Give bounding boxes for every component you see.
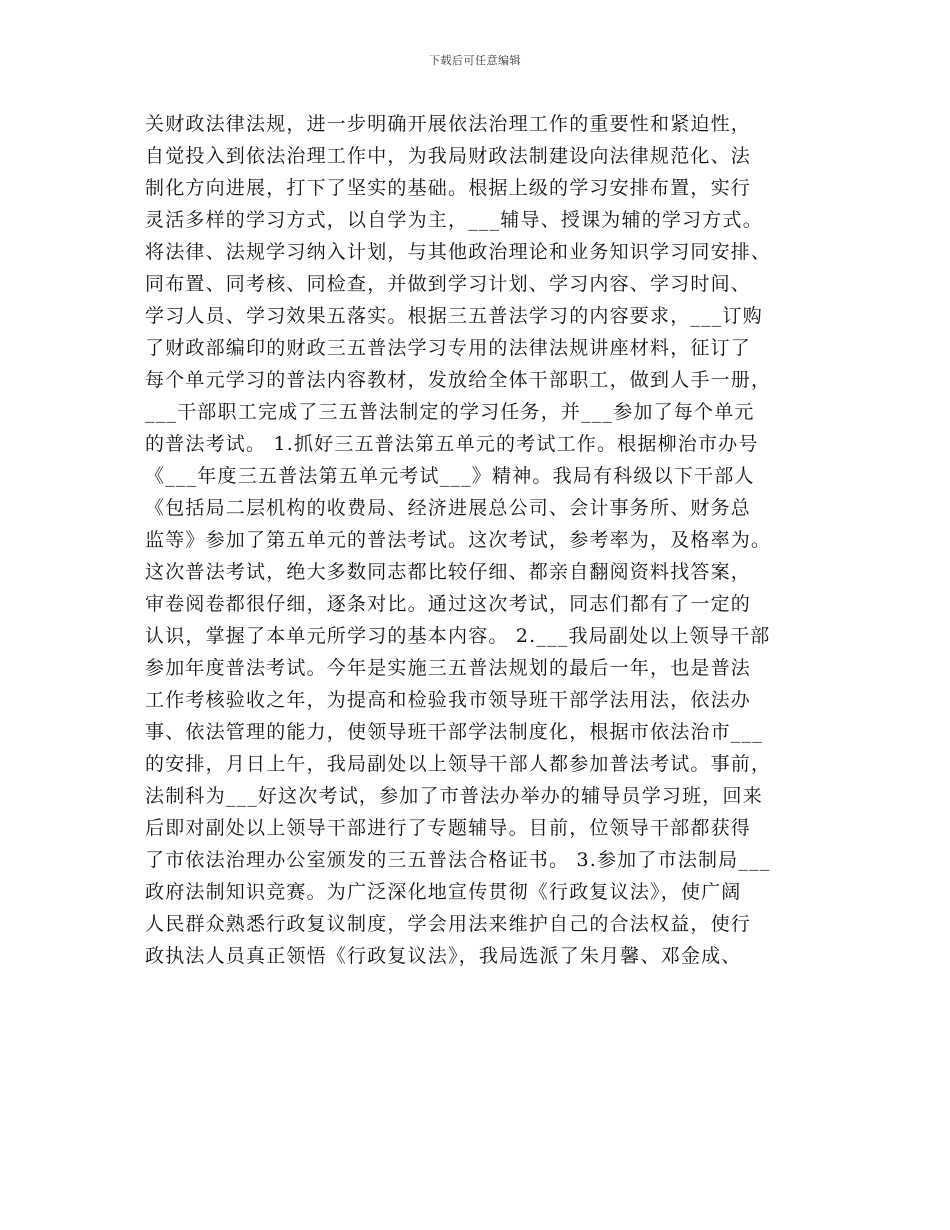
text-line: 了市依法治理办公室颁发的三五普法合格证书。 3.参加了市法制局___ (145, 849, 771, 871)
text-line: 《___年度三五普法第五单元考试___》精神。我局有科级以下干部人 (145, 465, 755, 487)
text-line: ___干部职工完成了三五普法制定的学习任务，并___参加了每个单元 (145, 401, 755, 423)
text-line: 政执法人员真正领悟《行政复议法》，我局选派了朱月馨、邓金成、 (145, 945, 742, 967)
text-line: 认识，掌握了本单元所学习的基本内容。 2.___我局副处以上领导干部 (145, 625, 771, 647)
text-line: 工作考核验收之年，为提高和检验我市领导班干部学法用法，依法办 (145, 689, 752, 711)
page-header: 下载后可任意编辑 (429, 54, 521, 67)
text-line: 关财政法律法规，进一步明确开展依法治理工作的重要性和紧迫性， (145, 113, 752, 135)
text-line: 自觉投入到依法治理工作中，为我局财政法制建设向法律规范化、法 (145, 145, 752, 167)
text-line: 事、依法管理的能力，使领导班干部学法制度化，根据市依法治市___ (145, 721, 763, 743)
text-line: 将法律、法规学习纳入计划，与其他政治理论和业务知识学习同安排、 (145, 241, 772, 263)
text-line: 同布置、同考核、同检查，并做到学习计划、学习内容、学习时间、 (145, 273, 752, 295)
text-line: 这次普法考试，绝大多数同志都比较仔细、都亲自翻阅资料找答案， (145, 561, 752, 583)
text-line: 学习人员、学习效果五落实。根据三五普法学习的内容要求，___订购 (145, 305, 763, 327)
text-line: 的普法考试。 1.抓好三五普法第五单元的考试工作。根据柳治市办号 (145, 433, 759, 455)
text-line: 灵活多样的学习方式，以自学为主，___辅导、授课为辅的学习方式。 (145, 209, 763, 231)
text-line: 的安排，月日上午，我局副处以上领导干部人都参加普法考试。事前， (145, 753, 772, 775)
text-line: 《包括局二层机构的收费局、经济进展总公司、会计事务所、财务总 (145, 497, 752, 519)
text-line: 每个单元学习的普法内容教材，发放给全体干部职工，做到人手一册， (145, 369, 772, 391)
text-line: 法制科为___好这次考试，参加了市普法办举办的辅导员学习班，回来 (145, 785, 763, 807)
text-line: 政府法制知识竞赛。为广泛深化地宣传贯彻《行政复议法》，使广阔 (145, 881, 742, 903)
text-line: 了财政部编印的财政三五普法学习专用的法律法规讲座材料，征订了 (145, 337, 752, 359)
text-line: 审卷阅卷都很仔细，逐条对比。通过这次考试，同志们都有了一定的 (145, 593, 752, 615)
text-line: 监等》参加了第五单元的普法考试。这次考试，参考率为，及格率为。 (145, 529, 772, 551)
body-text (145, 108, 825, 972)
text-line: 人民群众熟悉行政复议制度，学会用法来维护自己的合法权益，使行 (145, 913, 752, 935)
text-line: 制化方向进展，打下了坚实的基础。根据上级的学习安排布置，实行 (145, 177, 752, 199)
text-line: 后即对副处以上领导干部进行了专题辅导。目前，位领导干部都获得 (145, 817, 752, 839)
text-line: 参加年度普法考试。今年是实施三五普法规划的最后一年，也是普法 (145, 657, 752, 679)
